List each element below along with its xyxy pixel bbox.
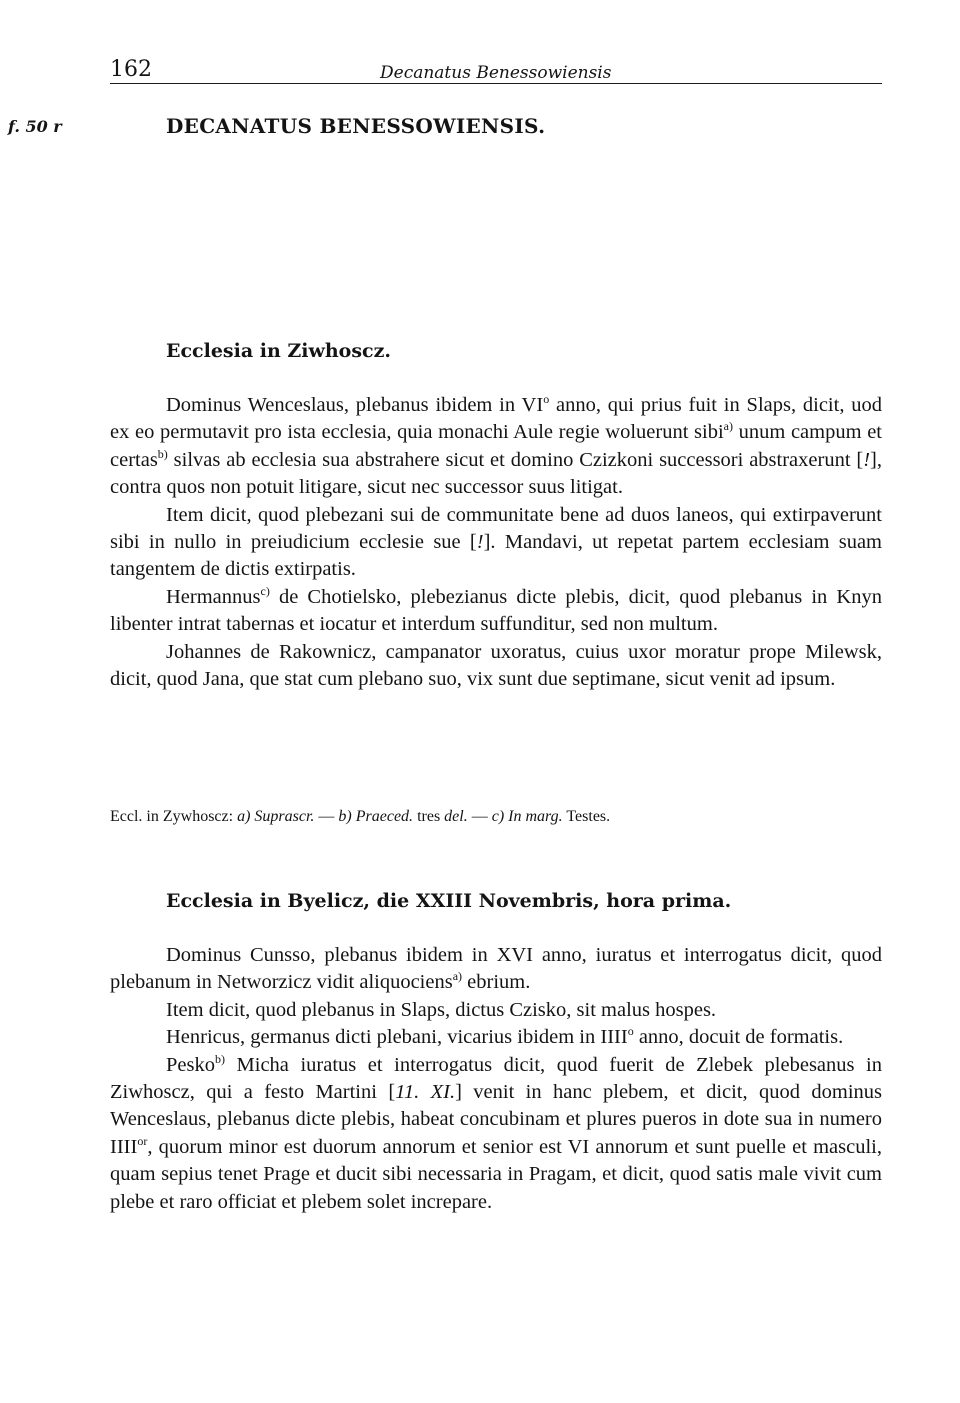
footnote-dash: — [467,808,492,825]
deanery-title: DECANATUS BENESSOWIENSIS. [166,114,546,138]
text-run: ]. Mandavi, ut repetat partem ecclesiam suam tangentem de dictis extirpatis. [110,531,882,581]
note-marker: a) [723,419,733,434]
text-run: Hermannus [166,585,261,608]
text-run: Dominus Wenceslaus, plebanus ibidem in VI [166,394,544,416]
editorial-insertion: ! [863,448,871,471]
paragraph [110,392,882,502]
text-run: Dominus Cunsso, plebanus ibidem in XVI anno, iuratus et interrogatus dicit, quod plebanum in Networzicz vidit aliquociens [110,944,882,994]
text-run: Pesko [166,1053,215,1076]
text-run: , quorum minor est duorum annorum et senior est VI annorum et sunt puelle et masculi, quam sepius tenet Prage et ducit sibi necessaria in Pragam, et dicit, quod satis male vivit cum plebe et raro officiat et plebem solet increpare. [110,1135,882,1213]
note-marker: c) [260,584,270,599]
note-marker: o [627,1024,634,1039]
note-marker: o [543,392,550,407]
editorial-insertion: 11. XI. [395,1081,456,1104]
footnote-b-text: Praeced. [355,808,414,825]
page-number: 162 [110,57,152,82]
footnote-b-marker: b) [338,808,352,825]
folio-marker: f. 50 r [8,117,62,136]
text-run: ebrium. [462,971,531,994]
paragraph [110,502,882,584]
text-run: de Chotielsko, plebezianus dicte plebis, dicit, quod plebanus in Knyn libenter intrat tabernas et iocatur et interdum suffunditur, sed non multum. [110,585,882,636]
header-rule [110,83,882,84]
footnote-dash: — [314,808,339,825]
paragraph [110,1024,882,1051]
footnote-c-marker: c) [491,808,505,825]
text-run: Item dicit, quod plebezani sui de communitate bene ad duos laneos, qui extirpaverunt sibi in nullo in preiudicium ecclesie sue [ [110,503,882,554]
footnote-a-marker: a) [237,808,251,825]
text-run: Johannes de Rakownicz, campanator uxoratus, cuius uxor moratur prope Milewsk, dicit, quod Jana, que stat cum plebano suo, vix sunt due septimane, sicut venit ad ipsum. [110,640,882,691]
paragraph [110,942,882,997]
section-body-byelicz [110,942,882,1216]
section-heading-ziwhoscz: Ecclesia in Ziwhoscz. [166,340,392,362]
text-run: Item dicit, quod plebanus in Slaps, dictus Czisko, sit malus hospes. [166,998,717,1021]
text-run: ] venit in hanc plebem, et dicit, quod dominus Wenceslaus, plebanus dicte plebis, habeat concubinam et plures pueros in dote sua in numero IIII [110,1081,882,1158]
footnote-lead: Eccl. in Zywhoscz: [110,808,238,825]
footnote-b-text-plain: tres [413,808,445,825]
text-run: silvas ab ecclesia sua abstrahere sicut et domino Czizkoni successori abstraxerunt [ [167,448,864,471]
note-marker: or [137,1134,148,1149]
footnote-c-testes: Testes. [562,808,611,825]
text-run: Micha iuratus et interrogatus dicit, quod fuerit de Zlebek plebesanus in Ziwhoscz, qui a festo Martini [ [110,1053,882,1104]
section-body-ziwhoscz [110,392,882,693]
paragraph [110,997,882,1024]
footnote-b-del: del. [444,808,468,825]
paragraph [110,584,882,639]
note-marker: a) [452,969,463,984]
section-heading-byelicz: Ecclesia in Byelicz, die XXIII Novembris, hora prima. [166,890,732,912]
footnotes-ziwhoscz [110,807,882,827]
footnote-c-text: In marg. [508,808,563,825]
text-run: unum campum et certas [110,421,882,471]
text-run: anno, qui prius fuit in Slaps, dicit, uod ex eo permutavit pro ista ecclesia, quia monachi Aule regie woluerunt sibi [110,394,882,444]
note-marker: b) [214,1051,225,1066]
running-title: Decanatus Benessowiensis [380,63,612,83]
editorial-insertion: ! [476,531,484,554]
text-run: ], contra quos non potuit litigare, sicut nec successor suus litigat. [110,448,882,499]
text-run: anno, docuit de formatis. [633,1026,844,1049]
text-run: Henricus, germanus dicti plebani, vicarius ibidem in IIII [166,1026,628,1049]
footnote-a-text: Suprascr. [254,808,315,825]
paragraph [110,1052,882,1216]
paragraph [110,639,882,694]
note-marker: b) [157,446,168,461]
